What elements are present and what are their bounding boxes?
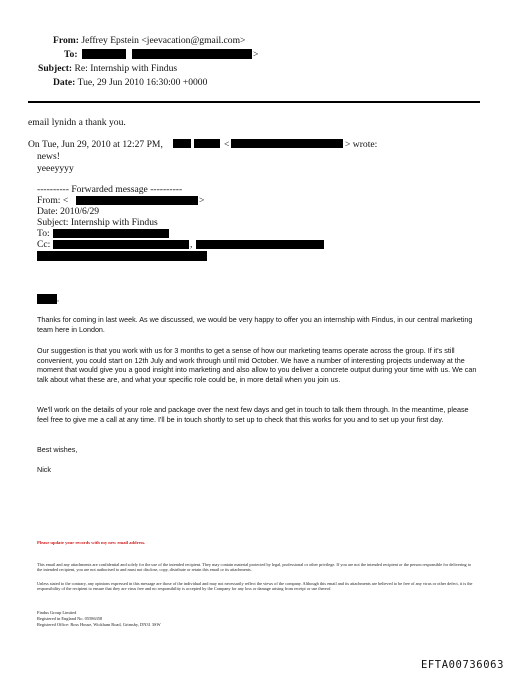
reply-text: email lynidn a thank you. <box>28 117 126 128</box>
legal-disclaimer-1: This email and any attachments are confidential and solely for the use of the intended recipient. They may contain material protected by legal, professional or other privilege. If you are not the intended recipient or the person responsible for delivering to the intended recipient, you are not authorised to and must not disclose, copy, distribute or retain this email or its attachments. <box>37 562 472 573</box>
redaction-box <box>53 229 169 238</box>
quote-intro <box>28 139 163 150</box>
letter-closing: Best wishes, <box>37 445 78 454</box>
redaction-box <box>82 49 126 59</box>
forwarded-from-gt: > <box>199 195 205 206</box>
redaction-box <box>196 240 324 249</box>
subject-label: Subject: <box>38 63 73 74</box>
from-value: Jeffrey Epstein <jeevacation@gmail.com> <box>81 35 246 46</box>
letter-paragraph-2: Our suggestion is that you work with us for 3 months to get a sense of how our marketing teams operate across the group. If it's still convenient, you could start on 12th July and work through until mid October. We have a number of interesting projects underway at the moment that would give you a good insight into marketing and also allow to you deliver a concrete output during your time with us. We can talk about what these are, and what your specific role could be, in more detail when you join us. <box>37 346 477 384</box>
forwarded-from-label: From: < <box>37 195 69 206</box>
header-divider <box>28 101 480 103</box>
email-change-notice: Please update your records with my new email address. <box>37 540 146 545</box>
quote-line-2: yeeeyyyy <box>37 163 74 174</box>
redaction-box <box>37 294 57 304</box>
to-gt: > <box>253 49 259 60</box>
letter-paragraph-1: Thanks for coming in last week. As we discussed, we would be very happy to offer you an internship with Findus, in our central marketing team here in London. <box>37 315 473 334</box>
date-label: Date: <box>53 77 76 88</box>
legal-disclaimer-2: Unless stated to the contrary, any opinions expressed in this message are those of the individual and may not necessarily reflect the views of the company. Although this email and its attachments are believed to be free of any virus or other defect, it is the responsibility of the recipient to ensure that they are virus free and no responsibility is accepted by the Company for any loss or damage arising from receipt or use thereof. <box>37 581 473 592</box>
quote-line-1: news! <box>37 151 60 162</box>
greeting-punct: , <box>57 294 59 303</box>
redaction-box <box>37 251 207 261</box>
forwarded-cc-label: Cc: <box>37 239 51 250</box>
letter-signature: Nick <box>37 465 51 474</box>
forwarded-divider: ---------- Forwarded message ---------- <box>37 184 183 195</box>
letter-paragraph-3: We'll work on the details of your role and package over the next few days and get in touch to talk them through. In the meantime, please feel free to give me a call at any time. I'll be in touch shortly to set up to check that this works for you and to set up your first day. <box>37 405 469 424</box>
header-date <box>53 77 207 88</box>
forwarded-date: Date: 2010/6/29 <box>37 206 100 217</box>
company-registration: Registered in England No. 05586358 <box>37 616 103 621</box>
redaction-box <box>231 139 343 148</box>
quote-intro-prefix: On Tue, Jun 29, 2010 at 12:27 PM, <box>28 139 163 150</box>
to-label: To: <box>64 49 78 60</box>
header-to <box>64 49 78 60</box>
date-value: Tue, 29 Jun 2010 16:30:00 +0000 <box>77 77 208 88</box>
forwarded-cc-sep: , <box>190 239 193 250</box>
subject-value: Re: Internship with Findus <box>74 63 178 74</box>
forwarded-to-label: To: <box>37 228 50 239</box>
redaction-box <box>173 139 191 148</box>
header-from <box>53 35 245 46</box>
redaction-box <box>76 196 198 205</box>
company-office: Registered Office: Ross House, Wickham Road, Grimsby, DN31 3SW <box>37 622 161 627</box>
forwarded-subject: Subject: Internship with Findus <box>37 217 158 228</box>
header-subject <box>38 63 177 74</box>
quote-intro-suffix: > wrote: <box>345 139 378 150</box>
company-name: Findus Group Limited <box>37 610 77 615</box>
redaction-box <box>194 139 220 148</box>
quote-intro-lt: < <box>224 139 230 150</box>
document-id: EFTA00736063 <box>420 659 504 671</box>
from-label: From: <box>53 35 79 46</box>
redaction-box <box>53 240 189 249</box>
redaction-box <box>132 49 252 59</box>
